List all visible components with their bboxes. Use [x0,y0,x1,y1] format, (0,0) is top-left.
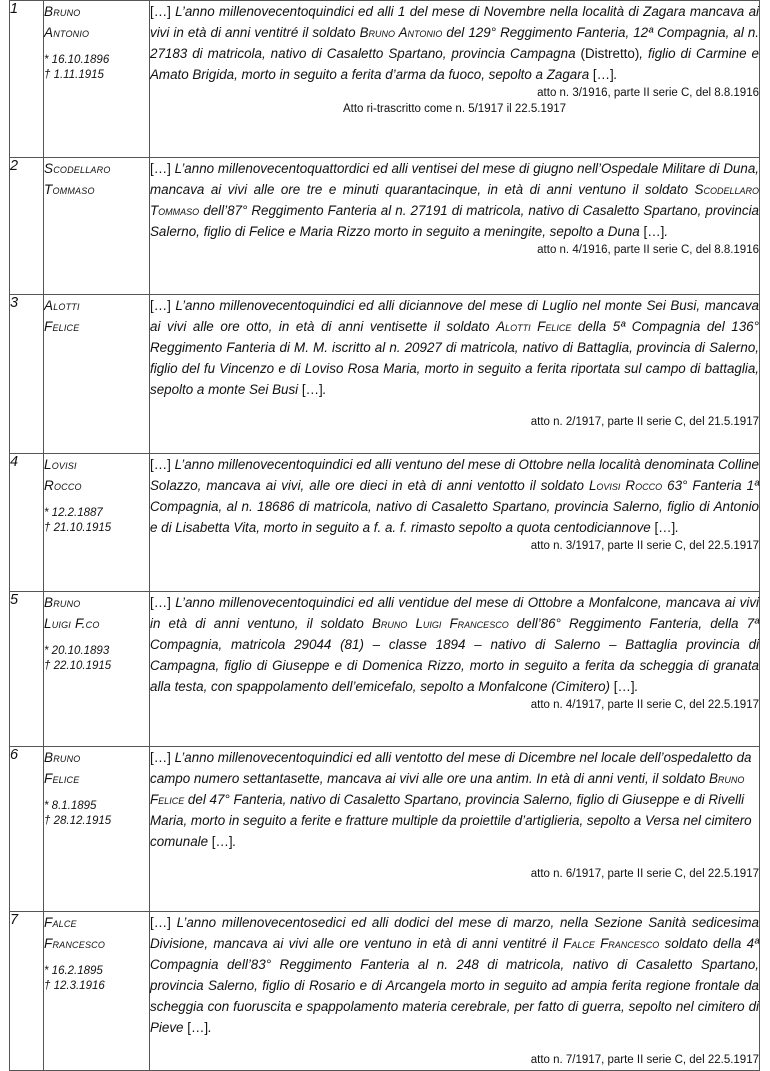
act-reference: atto n. 3/1916, parte II serie C, del 8.8.1916 [537,87,759,99]
text-end: . [634,679,639,694]
birth-date: * 8.1.1895 [44,800,97,812]
soldier-name-cell [44,747,150,912]
soldier-name-inline: Alotti Felice [496,319,572,334]
text-part: L’anno millenovecentoquindici ed alli ventuno del mese di Ottobre nella località denominata Colline Solazzo, mancava ai vivi, alle ore dieci in età di anni ventotto il soldato [150,457,759,493]
ellipsis-close: […] [211,834,233,849]
soldier-name-inline: Lovisi Rocco [588,478,663,493]
record-number: 2 [10,158,44,295]
text-part: dell’86° Reggimento Fanteria, della 7ª Compagnia, matricola 29044 (81) – classe 1894 – nativo di Salerno – Battaglia provincia di Campagna, figlio di Giuseppe e di Domenica Rizzo, morto in seguito a ferita da scheggia di granata alla testa, con spappolamento dell’emicefalo, sepolto a Monfalcone (Cimitero) [150,616,759,694]
soldier-surname: Bruno [44,595,81,610]
soldier-surname: Bruno [44,4,81,19]
text-part: L’anno millenovecentoquindici ed alli ventidue del mese di Ottobre a Monfalcone, mancava ai vivi in età di anni ventuno, il soldato [150,595,759,631]
act-reference: atto n. 6/1917, parte II serie C, del 22.5.1917 [530,868,759,880]
text-part: dell’87° Reggimento Fanteria al n. 27191 di matricola, nativo di Casaletto Spartano, provincia Salerno, figlio di Felice e Maria Rizzo morto in seguito a meningite, sepolto a Duna [150,203,759,239]
table-row [10,747,760,912]
ellipsis-close: […] [592,67,614,82]
text-part: L’anno millenovecentosedici ed alli dodici del mese di marzo, nella Sezione Sanità sedicesima Divisione, mancava ai vivi alle ore ventuno in età di anni ventitré il [150,915,759,951]
record-text-cell [150,295,760,454]
ellipsis-open: […] [150,915,171,930]
life-dates [44,644,149,674]
birth-date: * 16.2.1895 [44,965,103,977]
text-part: , figlio di Carmine e Amato Brigida, morto in seguito a ferita d’arma da fuoco, sepolto a Zagara [150,46,759,82]
soldier-name-cell [44,454,150,592]
record-transcription [150,457,759,535]
text-end: . [322,382,327,397]
death-date: † 1.11.1915 [44,69,104,81]
life-dates [44,964,149,994]
record-text-cell [150,592,760,747]
act-reference: atto n. 7/1917, parte II serie C, del 22.5.1917 [530,1054,759,1066]
text-end: . [613,67,618,82]
birth-date: * 20.10.1893 [44,645,110,657]
act-reference: atto n. 4/1916, parte II serie C, del 8.8.1916 [537,244,759,256]
text-part: L’anno millenovecentoquindici ed alli ventotto del mese di Dicembre nel locale dell’ospedaletto da campo numero settantasette, mancava ai vivi alle ore una antim. In età di anni venti, il soldato [150,750,752,786]
record-number: 3 [10,295,44,454]
soldier-surname: Lovisi [44,457,77,472]
table-row [10,1,760,158]
ellipsis-close: […] [613,679,635,694]
soldier-name-cell [44,1,150,158]
ellipsis-open: […] [150,161,171,176]
spacer [150,1038,759,1052]
record-transcription [150,747,759,852]
text-part: soldato della 4ª Compagnia dell’83° Reggimento Fanteria al n. 248 di matricola, nativo di Casaletto Spartano, provincia Salerno, figlio di Rosario e di Arcangela morto in seguito ad ampia ferita regione frontale da scheggia con fuoruscita e spappolamento materia cerebrale, per fatto di guerra, sepolto nel cimitero di Pieve [150,936,759,1035]
soldier-name-cell [44,158,150,295]
table-row [10,592,760,747]
ellipsis-close: […] [187,1020,209,1035]
table-row [10,158,760,295]
soldier-given-name: Rocco [44,478,82,493]
ellipsis-close: […] [654,520,676,535]
text-part-roman: (Distretto) [580,46,640,61]
text-part: del 129° Reggimento Fanteria, 12ª Compagnia, al n. 27183 di matricola, nativo di Casaletto Spartano, provincia Campagna [150,25,760,61]
record-number: 1 [10,1,44,158]
record-text-cell [150,158,760,295]
soldier-surname: Alotti [44,298,80,313]
table-row [10,912,760,1071]
text-part: 63° Fanteria 1ª Compagnia, al n. 18686 di matricola, nativo di Casaletto Spartano, provincia Salerno, figlio di Antonio e di Lisabetta Vita, morto in seguito a f. a. f. rimasto sepolto a quota centodiciannove [150,478,759,535]
soldier-surname: Bruno [44,750,81,765]
soldier-name-inline: Bruno Luigi Francesco [371,616,509,631]
soldier-name-inline: Falce Francesco [563,936,660,951]
soldier-name-inline: Scodellaro Tommaso [150,182,759,218]
act-retranscription-note: Atto ri-trascritto come n. 5/1917 il 22.5.1917 [342,103,567,115]
death-records-table [9,0,760,1071]
soldier-given-name: Francesco [44,936,106,951]
ellipsis-open: […] [150,4,171,19]
soldier-name-cell [44,295,150,454]
record-text-cell [150,912,760,1071]
spacer [150,852,759,866]
record-transcription [150,161,759,239]
ellipsis-open: […] [150,298,171,313]
soldier-given-name: Antonio [44,25,90,40]
death-date: † 28.12.1915 [44,815,112,827]
ellipsis-close: […] [643,224,665,239]
ellipsis-open: […] [150,595,171,610]
record-transcription [150,595,759,694]
record-transcription [150,298,759,397]
text-end: . [664,224,669,239]
ellipsis-open: […] [150,457,171,472]
act-reference: atto n. 2/1917, parte II serie C, del 21.5.1917 [530,416,759,428]
record-transcription [150,4,759,82]
soldier-given-name: Luigi F.co [44,616,100,631]
death-date: † 22.10.1915 [44,660,112,672]
text-part: della 5ª Compagnia del 136° Reggimento Fanteria di M. M. iscritto al n. 20927 di matricola, nativo di Battaglia, provincia di Salerno, figlio del fu Vincenzo e di Loviso Rosa Maria, morto in seguito a ferita riportata sul campo di battaglia, sepolto a monte Sei Busi [150,319,759,397]
record-number: 4 [10,454,44,592]
life-dates [44,53,149,83]
text-part: L’anno millenovecentoquindici ed alli diciannove del mese di Luglio nel monte Sei Busi, mancava ai vivi alle ore otto, in età di anni ventisette il soldato [150,298,759,334]
record-transcription [150,915,759,1035]
act-reference: atto n. 3/1917, parte II serie C, del 22.5.1917 [530,540,759,552]
record-text-cell [150,454,760,592]
birth-date: * 12.2.1887 [44,507,103,519]
record-text-cell [150,1,760,158]
table-row [10,454,760,592]
life-dates [44,506,149,536]
table-row [10,295,760,454]
soldier-name-inline: Bruno Antonio [359,25,443,40]
soldier-name-cell [44,592,150,747]
text-end: . [232,834,237,849]
death-date: † 21.10.1915 [44,522,112,534]
act-reference: atto n. 4/1917, parte II serie C, del 22.5.1917 [530,699,759,711]
soldier-surname: Scodellaro [44,161,111,176]
soldier-name-cell [44,912,150,1071]
text-part: L’anno millenovecentoquindici ed alli 1 del mese di Novembre nella località di Zagara mancava ai vivi in età di anni ventitré il soldato [150,4,759,40]
text-part: L’anno millenovecentoquattordici ed alli ventisei del mese di giugno nell’Ospedale Militare di Duna, mancava ai vivi alle ore tre e minuti quarantacinque, in età di anni ventuno il soldato [150,161,759,197]
soldier-surname: Falce [44,915,77,930]
text-end: . [675,520,680,535]
soldier-name-inline: Bruno Felice [150,771,745,807]
text-end: . [208,1020,212,1035]
record-text-cell [150,747,760,912]
soldier-given-name: Felice [44,319,80,334]
record-number: 6 [10,747,44,912]
soldier-given-name: Tommaso [44,182,95,197]
death-date: † 12.3.1916 [44,980,105,992]
spacer [150,400,759,414]
life-dates [44,799,149,829]
ellipsis-open: […] [150,750,171,765]
soldier-given-name: Felice [44,771,80,786]
record-number: 5 [10,592,44,747]
record-number: 7 [10,912,44,1071]
ellipsis-close: […] [301,382,323,397]
birth-date: * 16.10.1896 [44,54,110,66]
text-part: del 47° Fanteria, nativo di Casaletto Spartano, provincia Salerno, figlio di Giuseppe e di Rivelli Maria, morto in seguito a ferite e fratture multiple da proiettile d’artiglieria, sepolto a Versa nel cimitero comunale [150,792,752,849]
